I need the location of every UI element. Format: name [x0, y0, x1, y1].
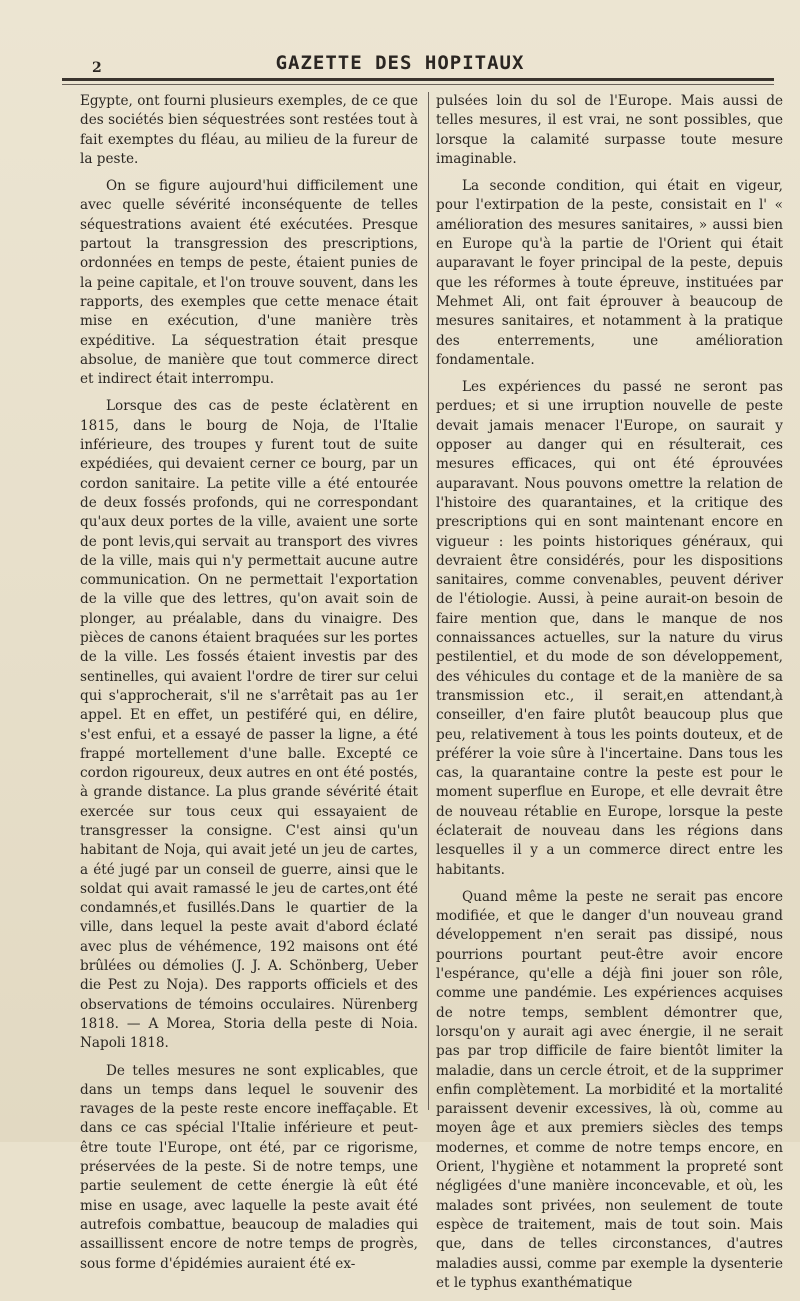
page-number: 2 — [92, 60, 102, 76]
paragraph: Lorsque des cas de peste éclatèrent en 1815, dans le bourg de Noja, de l'Italie inférieure, des troupes y furent tout de suite expédiées, qui devaient cerner ce bourg, par un cordon sanitaire. La petite ville a été entourée de deux fossés profonds, qui ne correspondant qu'aux deux portes de la ville, avaient une sorte de pont levis,qui servait au transport des vivres de la ville, mais qui n'y permettait aucune autre communication. On ne permettait l'exportation de la ville que des lettres, qu'on avait soin de plonger, au préalable, dans du vinaigre. Des pièces de canons étaient braquées sur les portes de la ville. Les fossés étaient investis par des sentinelles, qui avaient l'ordre de tirer sur celui qui s'approcherait, s'il ne s'arrêtait pas au 1er appel. Et en effet, un pestiféré qui, en délire, s'est enfui, et a essayé de passer la ligne, a été frappé mortellement d'une balle. Excepté ce cordon rigoureux, deux autres en ont été postés, à grande distance. La plus grande sévérité était exercée sur tous ceux qui essayaient de transgresser la consigne. C'est ainsi qu'un habitant de Noja, qui avait jeté un jeu de cartes, a été jugé par un conseil de guerre, ainsi que le soldat qui avait ramassé le jeu de cartes,ont été condamnés,et fusillés.Dans le quartier de la ville, dans lequel la peste avait d'abord éclaté avec plus de véhémence, 192 maisons ont été brûlées ou démolies (J. J. A. Schönberg, Ueber die Pest zu Noja). Des rapports officiels et des observations de témoins occulaires. Nürenberg 1818. — A Morea, Storia della peste di Noia. Napoli 1818. — [80, 398, 418, 1052]
paragraph: Egypte, ont fourni plusieurs exemples, de ce que des sociétés bien séquestrées sont restées tout à fait exemptes du fléau, au milieu de la fureur de la peste. — [80, 93, 418, 167]
running-title: GAZETTE DES HOPITAUX — [275, 52, 525, 74]
paragraph: La seconde condition, qui était en vigeur, pour l'extirpation de la peste, consistait en l' « amélioration des mesures sanitaires, » aussi bien en Europe qu'à la partie de l'Orient qui était auparavant le foyer principal de la peste, depuis que les réformes à toute épreuve, instituées par Mehmet Ali, ont fait éprouver à beaucoup de mesures sanitaires, et notamment à la pratique des enterrements, une amélioration fondamentale. — [436, 178, 783, 368]
paragraph: Les expériences du passé ne seront pas perdues; et si une irruption nouvelle de peste devait jamais menacer l'Europe, on saurait y opposer au danger qui en résulterait, ces mesures efficaces, qui ont été éprouvées auparavant. Nous pouvons omettre la relation de l'histoire des quarantaines, et la critique des prescriptions qui en sont maintenant encore en vigueur : les points historiques généraux, qui devraient être considérés, pour les dispositions sanitaires, comme convenables, peuvent dériver de l'étiologie. Aussi, à peine aurait-on besoin de faire mention que, dans le manque de nos connaissances actuelles, sur la nature du virus pestilentiel, et du mode de son développement, des véhicules du contage et de la manière de sa transmission etc., il serait,en attendant,à conseiller, d'en faire plutôt beaucoup plus que peu, relativement à tous les points douteux, et de préférer la voie sûre à l'incertaine. Dans tous les cas, la quarantaine contre la peste est pour le moment superflue en Europe, et elle devrait être de nouveau rétablie en Europe, lorsque la peste éclaterait de nouveau dans les régions dans lesquelles il y a un commerce direct entre les habitants. — [436, 379, 783, 878]
paragraph: On se figure aujourd'hui difficilement une avec quelle sévérité inconséquente de telles séquestrations avaient été exécutées. Presque partout la transgression des prescriptions, ordonnées en temps de peste, étaient punies de la peine capitale, et l'on trouve souvent, dans les rapports, des exemples que cette menace était mise en exécution, d'une manière très expéditive. La séquestration était presque absolue, de manière que tout commerce direct et indirect était interrompu. — [80, 178, 418, 388]
paragraph: pulsées loin du sol de l'Europe. Mais aussi de telles mesures, il est vrai, ne sont possibles, que lorsque la calamité surpasse toute mesure imaginable. — [436, 93, 783, 167]
header-rule-thin — [62, 84, 774, 85]
paragraph: Quand même la peste ne serait pas encore modifiée, et que le danger d'un nouveau grand développement n'en serait pas dissipé, nous pourrions pourtant peut-être avoir encore l'espérance, qu'elle a déjà fini jouer son rôle, comme une pandémie. Les expériences acquises de notre temps, semblent démontrer que, lorsqu'on y aurait agi avec énergie, il ne serait pas par trop difficile de faire bientôt limiter la maladie, dans un cercle étroit, et de la supprimer enfin complètement. La morbidité et la mortalité paraissent devenir excessives, là où, comme au moyen âge et aux premiers siècles des temps modernes, et comme de notre temps encore, en Orient, l'hygiène et notamment la propreté sont négligées d'une manière inconcevable, et où, les malades sont privées, non seulement de toute espèce de traitement, mais de tout soin. Mais que, dans de telles circonstances, d'autres maladies aussi, comme par exemple la dysenterie et le typhus exanthématique — [436, 888, 783, 1291]
paragraph: De telles mesures ne sont explicables, que dans un temps dans lequel le souvenir des ravages de la peste reste encore ineffaçable. Et dans ce cas spécial l'Italie inférieure et peut-être toute l'Europe, ont été, par ce rigorisme, préservées de la peste. Si de notre temps, une partie seulement de cette énergie là eût été mise en usage, avec laquelle la peste avait été autrefois combattue, beaucoup de maladies qui assaillissent encore de notre temps de progrès, sous forme d'épidémies auraient été ex- — [80, 1062, 418, 1272]
column-divider — [428, 92, 429, 1110]
header-rule-thick — [62, 78, 774, 81]
right-column — [436, 92, 783, 1301]
left-column — [80, 92, 418, 1282]
